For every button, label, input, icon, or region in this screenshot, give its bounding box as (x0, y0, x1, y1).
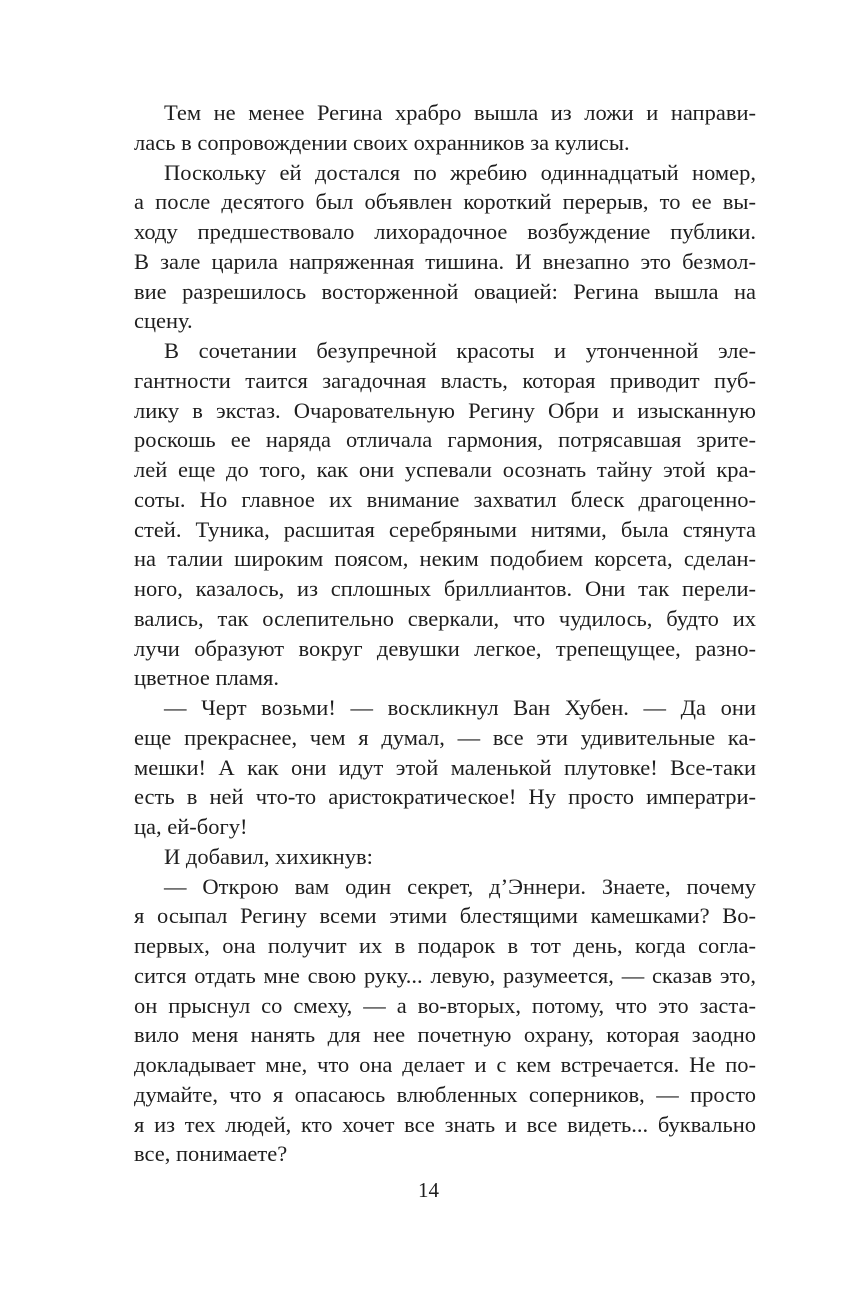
text-line: Поскольку ей достался по жребию одиннадцатый номер, (164, 159, 756, 185)
text-line: цветное пламя. (134, 665, 279, 691)
text-line: роскошь ее наряда отличала гармония, потрясавшая зрите- (134, 427, 756, 453)
text-line: я из тех людей, кто хочет все знать и все видеть... буквально (134, 1111, 756, 1137)
text-line: ходу предшествовало лихорадочное возбуждение публики. (134, 219, 756, 244)
text-line: вило меня нанять для нее почетную охрану, которая заодно (134, 1022, 756, 1048)
text-line: лась в сопровождении своих охранников за кулисы. (134, 129, 630, 155)
text-line: соты. Но главное их внимание захватил блеск драгоценно- (134, 486, 756, 512)
text-line: лику в экстаз. Очаровательную Регину Обри и изысканную (134, 397, 756, 423)
text-line: Тем не менее Регина храбро вышла из ложи и направи- (164, 100, 756, 125)
text-line: все, понимаете? (134, 1141, 288, 1167)
text-line: гантности таится загадочная власть, которая приводит пуб- (134, 367, 756, 393)
text-line: — Открою вам один секрет, д’Эннери. Знаете, почему (164, 873, 756, 899)
text-line: сится отдать мне свою руку... левую, разумеется, — сказав это, (134, 962, 756, 988)
text-line: ца, ей-богу! (134, 814, 248, 839)
text-line: а после десятого был объявлен короткий перерыв, то ее вы- (134, 189, 756, 215)
text-line: лучи образуют вокруг девушки легкое, трепещущее, разно- (134, 635, 756, 661)
text-line: первых, она получит их в подарок в тот день, когда согла- (134, 933, 756, 958)
body-text (134, 98, 756, 1169)
text-line: на талии широким поясом, неким подобием корсета, сделан- (134, 546, 756, 572)
text-line: лей еще до того, как они успевали осознать тайну этой кра- (134, 457, 756, 482)
text-line: стей. Туника, расшитая серебряными нитями, была стянута (134, 516, 756, 542)
page-number: 14 (418, 1178, 439, 1202)
text-line: И добавил, хихикнув: (164, 843, 373, 869)
text-line: вались, так ослепительно сверкали, что чудилось, будто их (134, 605, 756, 631)
text-line: ного, казалось, из сплошных бриллиантов. Они так перели- (134, 576, 756, 601)
text-line: я осыпал Регину всеми этими блестящими камешками? Во- (134, 903, 756, 929)
text-line: думайте, что я опасаюсь влюбленных соперников, — просто (134, 1081, 756, 1107)
text-line: еще прекраснее, чем я думал, — все эти удивительные ка- (134, 724, 756, 750)
text-line: вие разрешилось восторженной овацией: Регина вышла на (134, 278, 756, 304)
text-line: В сочетании безупречной красоты и утонченной эле- (164, 338, 756, 363)
text-line: мешки! А как они идут этой маленькой плутовке! Все-таки (134, 754, 756, 780)
text-line: В зале царила напряженная тишина. И внезапно это безмол- (134, 248, 756, 274)
text-line: есть в ней что-то аристократическое! Ну просто императри- (134, 784, 756, 810)
text-line: он прыснул со смеху, — а во-вторых, потому, что это заста- (134, 992, 756, 1018)
text-line: — Черт возьми! — воскликнул Ван Хубен. — Да они (164, 695, 756, 720)
text-line: докладывает мне, что она делает и с кем встречается. Не по- (134, 1052, 756, 1077)
text-line: сцену. (134, 308, 193, 334)
